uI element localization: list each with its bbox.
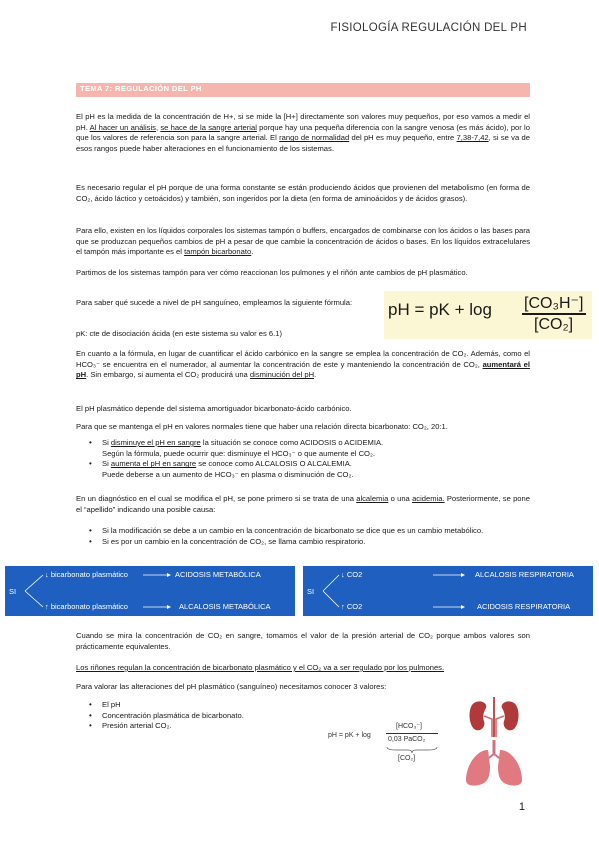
pk-definition: pK: cte de disociación ácida (en este sistema su valor es 6.1): [76, 329, 282, 338]
cause-bullet-list: [76, 526, 530, 547]
respiratory-alkalosis-label: ALCALOSIS RESPIRATORIA: [475, 570, 574, 579]
paragraph-plasma-ph: El pH plasmático depende del sistema amortiguador bicarbonato-ácido carbónico.: [76, 404, 352, 413]
paragraph-buffers: Para ello, existen en los líquidos corporales los sistemas tampón o buffers, encargados de combinarse con los ácidos o las bases para que se produzcan pequeños cambios de pH a pesar de que cambie la concentración de ácidos o bases. En los líquidos extracelulares el tampón más importante es el tampón bicarbonato.: [76, 226, 530, 257]
respiratory-acidosis-label: ACIDOSIS RESPIRATORIA: [477, 602, 571, 611]
small-formula-co2: [CO₂]: [398, 755, 416, 762]
metabolic-diagram-box: [5, 566, 295, 616]
paragraph-co2-pressure: Cuando se mira la concentración de CO₂ en sangre, tomamos el valor de la presión arterial de CO₂ porque ambos valores son prácticamente equivalentes.: [76, 631, 530, 651]
list-item-acidosis: • Si disminuye el pH en sangre la situación se conoce como ACIDOSIS o ACIDEMIA.: [76, 438, 530, 449]
small-formula-numerator: [HCO₃⁻]: [396, 723, 422, 730]
list-item-respiratory: • Si es por un cambio en la concentración de CO₂, se llama cambio respiratorio.: [76, 537, 530, 548]
henderson-hasselbalch-formula: [384, 291, 592, 339]
fraction-line: [522, 313, 586, 315]
paragraph-formula-intro: Para saber qué sucede a nivel de pH sanguíneo, empleamos la siguiente fórmula:: [76, 298, 353, 307]
section-title-bar: [76, 83, 530, 97]
section-title: TEMA 7: REGULACIÓN DEL PH: [80, 84, 202, 93]
bicarbonate-increase-label: ↑ bicarbonato plasmático: [45, 602, 128, 611]
paragraph-regulation-need: Es necesario regular el pH porque de una forma constante se están produciendo ácidos que provienen del metabolismo (en forma de CO₂, ácido láctico y cetoácidos) y también, son ingeridos por la dieta (en forma de aminoácidos y de ácidos grasos).: [76, 183, 530, 203]
list-item-alkalosis: • Si aumenta el pH en sangre se conoce como ALCALOSIS O ALCALEMIA.: [76, 459, 530, 470]
formula-lhs: pH = pK + log: [388, 300, 492, 319]
small-formula-lhs: pH = pK + log: [328, 732, 371, 739]
underbrace-icon: [386, 746, 438, 754]
paragraph-ratio: Para que se mantenga el pH en valores normales tiene que haber una relación directa bicarbonato: CO₂, 20:1.: [76, 422, 448, 431]
formula-denominator: [CO₂]: [534, 316, 574, 333]
list-subtext-alkalosis: Puede deberse a un aumento de HCO₃⁻ en plasma o disminución de CO₂.: [102, 469, 354, 479]
co2-increase-label: ↑ CO2: [341, 602, 363, 611]
formula-numerator: [CO₃H⁻]: [524, 295, 584, 312]
kidneys-image: [466, 697, 522, 737]
paragraph-ph-definition: El pH es la medida de la concentración de H+, si se mide la [H+] directamente son valores muy pequeños, por eso vamos a medir el pH. Al hacer un análisis, se hace de la sangre arterial porque hay una pequeña diferencia con la sangre venosa (es más ácido), por lo que los valores de referencia son para la sangre arterial. El rango de normalidad del pH es muy pequeño, entre 7,38-7,42, si se va de esos rangos puede haber alteraciones en el funcionamiento de los sistemas.: [76, 112, 530, 153]
page-number: 1: [518, 801, 525, 813]
ph-bullet-list: [76, 438, 530, 480]
list-item-ph: • El pH: [76, 700, 316, 711]
metabolic-alkalosis-label: ALCALOSIS METABÓLICA: [179, 602, 271, 611]
lungs-image: [462, 740, 526, 788]
small-ph-formula: [328, 722, 458, 770]
bicarbonate-decrease-label: ↓ bicarbonato plasmático: [45, 570, 128, 579]
values-bullet-list: [76, 700, 316, 732]
metabolic-acidosis-label: ACIDOSIS METABÓLICA: [175, 570, 261, 579]
page-header: FISIOLOGÍA REGULACIÓN DEL PH: [330, 22, 527, 34]
small-formula-line: [386, 733, 438, 734]
si-label: SI: [307, 587, 315, 596]
list-item-metabolic: • Si la modificación se debe a un cambio en la concentración de bicarbonato se dice que es un cambio metabólico.: [76, 526, 530, 537]
co2-decrease-label: ↓ CO2: [341, 570, 363, 579]
paragraph-kidneys-lungs: Los riñones regulan la concentración de bicarbonato plasmático y el CO₂ va a ser regulado por los pulmones.: [76, 663, 445, 672]
respiratory-diagram-box: [303, 566, 593, 616]
small-formula-denominator: 0,03 PaCO₂: [388, 736, 426, 743]
paragraph-three-values: Para valorar las alteraciones del pH plasmático (sanguíneo) necesitamos conocer 3 valores:: [76, 682, 387, 691]
si-label: SI: [9, 587, 17, 596]
paragraph-diagnosis: En un diagnóstico en el cual se modifica el pH, se pone primero si se trata de una alcalemia o una acidemia. Posteriormente, se pone el “apellido” indicando una posible causa:: [76, 494, 530, 514]
list-item-bicarbonate: • Concentración plasmática de bicarbonato.: [76, 711, 316, 722]
list-item-paco2: • Presión arterial CO₂.: [76, 721, 316, 732]
list-subtext-acidosis: Según la fórmula, puede ocurrir que: disminuye el HCO₃⁻ o que aumente el CO₂.: [102, 448, 376, 458]
paragraph-formula-explanation: En cuanto a la fórmula, en lugar de cuantificar el ácido carbónico en la sangre se emplea la concentración de CO₂. Además, como el HCO₃⁻ se encuentra en el numerador, al aumentar la concentración de este y manteniendo la concentración de CO₂, aumentará el pH. Sin embargo, si aumenta el CO₂ producirá una disminución del pH.: [76, 349, 530, 380]
paragraph-buffer-systems: Partimos de los sistemas tampón para ver cómo reaccionan los pulmones y el riñón ante cambios de pH plasmático.: [76, 268, 468, 277]
